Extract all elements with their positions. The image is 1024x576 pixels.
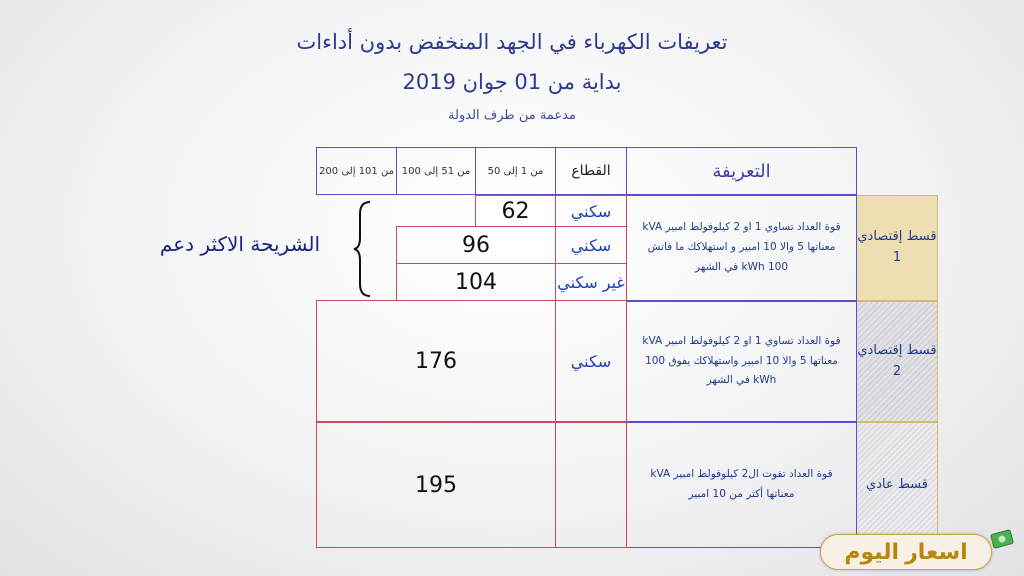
category-economic-1: قسط إقتصادي 1 [856,195,938,301]
price-row-5: 195 [316,422,556,548]
price-row-3: 104 [396,263,556,301]
description-normal: قوة العداد تفوت ال2 كيلوفولط امبير kVA معناتها أكثر من 10 امبير [626,422,857,548]
header-range-1-50: من 1 إلى 50 [475,147,556,195]
sector-row-3: غير سكني [555,263,627,301]
header-range-101-200: من 101 إلى 200 [316,147,397,195]
price-row-1: 62 [475,195,556,227]
sector-row-4: سكني [555,300,627,422]
page-subtitle: بداية من 01 جوان 2019 [402,70,622,94]
money-icon [990,528,1016,550]
site-logo [820,528,1016,572]
price-row-2: 96 [396,226,556,264]
logo-text-part1: اسعار [905,539,968,565]
page-note: مدعمة من طرف الدولة [448,108,576,123]
logo-text-part2: اليوم [844,539,900,565]
price-row-4: 176 [316,300,556,422]
most-supported-label: الشريحة الاكثر دعم [159,232,321,256]
sector-row-5 [555,422,627,548]
sector-row-2: سكني [555,226,627,264]
category-normal: قسط عادي [856,422,938,548]
header-range-51-100: من 51 إلى 100 [396,147,476,195]
page-title: تعريفات الكهرباء في الجهد المنخفض بدون أداءات [296,30,728,54]
description-economic-2: قوة العداد تساوي 1 او 2 كيلوفولط امبير kVA معناتها 5 والا 10 امبير واستهلاكك يفوق 100 kWh في الشهر [626,301,857,422]
curly-brace-icon [352,200,376,298]
category-economic-2: قسط إقتصادي 2 [856,301,938,422]
description-economic-1: قوة العداد تساوي 1 او 2 كيلوفولط امبير kVA معناتها 5 والا 10 امبير و استهلاكك ما فاتش 100 kWh في الشهر [626,195,857,301]
sector-row-1: سكني [555,195,627,227]
header-sector: القطاع [555,147,627,195]
header-tariff: التعريفة [626,147,857,195]
